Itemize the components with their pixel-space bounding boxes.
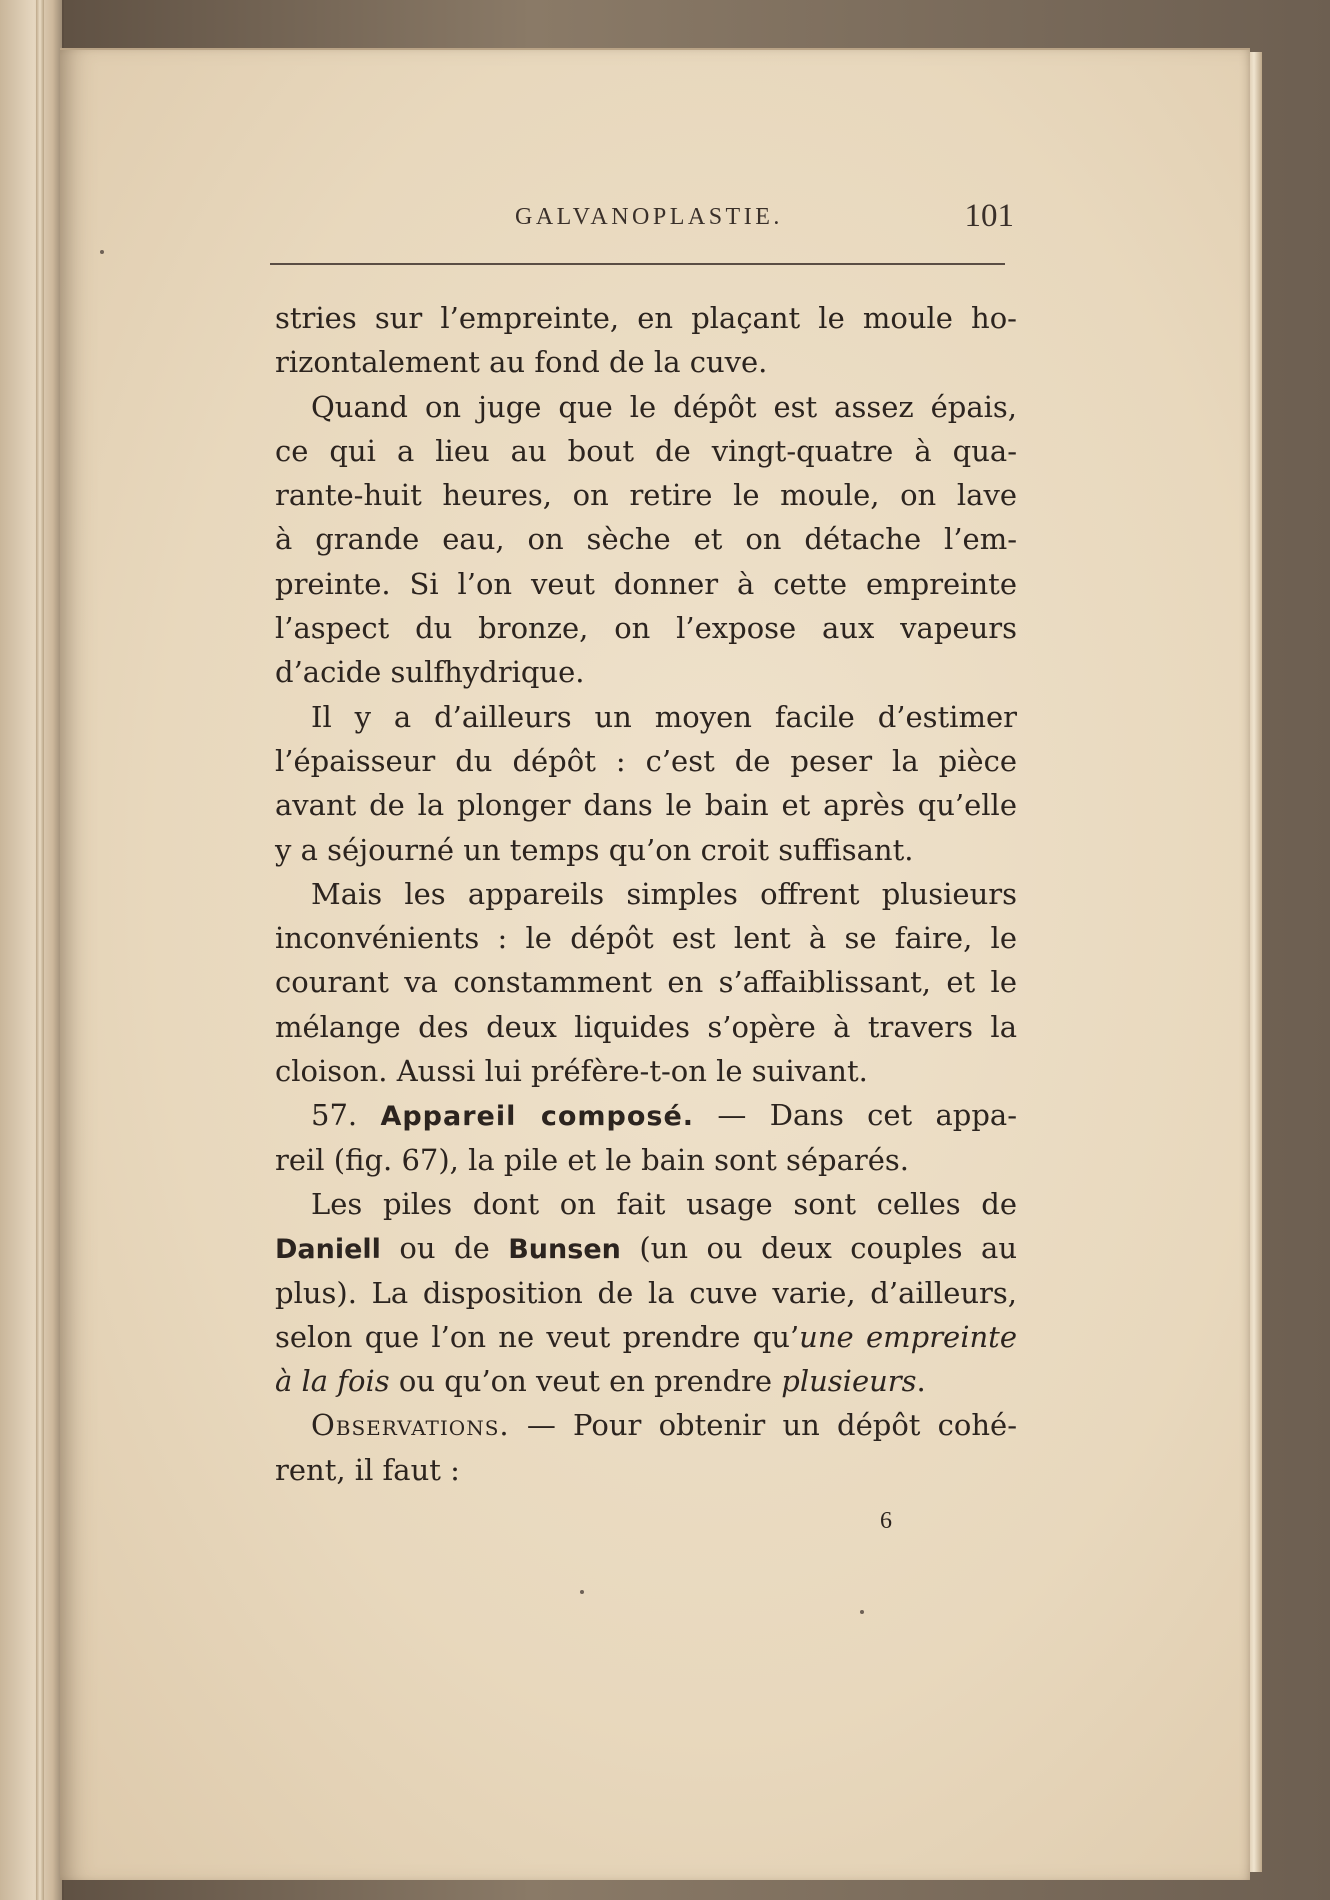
text-line: d’acide sulfhydrique.: [275, 655, 585, 690]
text-line: ce qui a lieu au bout de vingt-quatre à qua-: [275, 433, 1017, 468]
italic-fragment: une empreinte: [799, 1319, 1017, 1354]
observations-label: Observations.: [311, 1408, 510, 1443]
text-line: [275, 1359, 1017, 1403]
text-line: mélange des deux liquides s’opère à travers la: [275, 1009, 1017, 1044]
text-line: plus). La disposition de la cuve varie, d’ailleurs,: [275, 1275, 1017, 1310]
text-line: Il y a d’ailleurs un moyen facile d’estimer: [311, 699, 1017, 734]
text-line: cloison. Aussi lui préfère-t-on le suivant.: [275, 1054, 868, 1089]
text-fragment: ou de: [380, 1231, 509, 1266]
running-header: [270, 198, 1018, 242]
text-line: l’épaisseur du dépôt : c’est de peser la pièce: [275, 743, 1017, 778]
name-daniell: Daniell: [275, 1234, 381, 1266]
page-number: 101: [964, 198, 1014, 234]
text-line: à grande eau, on sèche et on détache l’em-: [275, 522, 1017, 557]
text-line: stries sur l’empreinte, en plaçant le moule ho-: [275, 301, 1017, 335]
text-line: courant va constamment en s’affaiblissant, et le: [275, 965, 1017, 1000]
page-body: [275, 296, 1017, 1492]
running-title: GALVANOPLASTIE.: [515, 204, 783, 230]
text-fragment: .: [916, 1364, 926, 1399]
italic-fragment: à la fois: [275, 1364, 390, 1399]
section-heading-line: [275, 1093, 1017, 1137]
text-line: inconvénients : le dépôt est lent à se faire, le: [275, 921, 1017, 956]
text-line: preinte. Si l’on veut donner à cette empreinte: [275, 566, 1017, 601]
text-fragment: (un ou deux couples au: [620, 1231, 1017, 1266]
text-line: rent, il faut :: [275, 1452, 460, 1487]
facing-page-edge: [0, 0, 64, 1900]
text-line: [275, 1226, 1017, 1270]
text-fragment: ou qu’on veut en prendre: [389, 1364, 782, 1399]
text-line: Quand on juge que le dépôt est assez épais,: [311, 389, 1017, 424]
text-line: l’aspect du bronze, on l’expose aux vapeurs: [275, 611, 1017, 646]
paper-speck: [860, 1610, 864, 1614]
paper-speck: [100, 250, 104, 254]
text-line: reil (fig. 67), la pile et le bain sont séparés.: [275, 1142, 910, 1177]
italic-fragment: plusieurs: [781, 1364, 917, 1399]
section-number: 57.: [311, 1098, 358, 1133]
signature-mark: 6: [880, 1508, 892, 1534]
text-fragment: — Pour obtenir un dépôt cohé-: [509, 1408, 1017, 1443]
text-line: rizontalement au fond de la cuve.: [275, 345, 768, 380]
name-bunsen: Bunsen: [508, 1234, 621, 1266]
header-rule: [270, 263, 1005, 265]
section-title: Appareil composé.: [380, 1101, 695, 1133]
text-line: Les piles dont on fait usage sont celles de: [311, 1186, 1017, 1221]
paper-speck: [580, 1590, 584, 1594]
text-line: avant de la plonger dans le bain et après qu’elle: [275, 788, 1017, 823]
section-text: — Dans cet appa-: [717, 1098, 1018, 1133]
text-line: Mais les appareils simples offrent plusieurs: [311, 876, 1017, 911]
text-line: [275, 1315, 1017, 1359]
page-stack-edge: [36, 0, 44, 1900]
text-line: rante-huit heures, on retire le moule, on lave: [275, 478, 1017, 513]
text-line: y a séjourné un temps qu’on croit suffisant.: [275, 832, 914, 867]
text-fragment: selon que l’on ne veut prendre qu’: [275, 1319, 800, 1354]
observations-line: [275, 1403, 1017, 1447]
